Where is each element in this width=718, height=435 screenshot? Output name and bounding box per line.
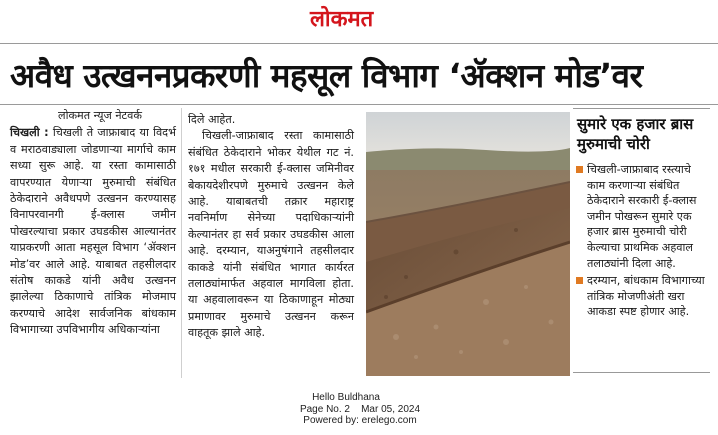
newspaper-logo: लोकमत xyxy=(310,7,374,32)
article-paragraph-2: चिखली-जाफ्राबाद रस्ता कामासाठी संबंधित ठेकेदाराने भोकर येथील गट नं. १७१ मधील सरकारी ई-क्लास जमिनीवर बेकायदेशीरपणे मुरुमाचे उत्खनन केले आहे. याबाबतची तक्रार महाराष्ट्र नवनिर्माण सेनेच्या पदाधिकाऱ्यांनी केल्यानंतर हा सर्व प्रकार उघडकीस आला आहे. दरम्यान, याअनुषंगाने तहसीलदार काकडे यांनी संबंधित भागात कार्यरत तलाठ्यांमार्फत अहवाल मागविला होता. या अहवालावरून या ठिकाणाहून मोठ्या प्रमाणावर मुरुमाचे उत्खनन करून वाहतूक झाले आहे. xyxy=(188,129,354,340)
masthead-divider xyxy=(0,43,718,44)
column-divider xyxy=(181,108,182,378)
article-headline: अवैध उत्खननप्रकरणी महसूल विभाग ‘ॲक्शन मोड’वर xyxy=(10,56,643,95)
article-column-1 xyxy=(10,108,176,339)
lead-text: चिखली ते जाफ्राबाद या विदर्भ व मराठवाड्याला जोडणाऱ्या मार्गाचे काम सध्या सुरू आहे. या रस्ता कामासाठी वापरण्यात येणाऱ्या मुरुमाची संबंधित ठेकेदाराने अवैधपणे उत्खनन करण्यासह विनापरवानगी ई-क्लास जमीन पोखरल्याचा प्रकार उघडकीस आल्यानंतर याप्रकरणी आता महसूल विभाग ‘ॲक्शन मोड’वर आले आहे. याबाबत तहसीलदार संतोष काकडे यांनी अवैध उत्खनन झालेल्या ठिकाणाचे तांत्रिक मोजमाप करण्याचे आदेश सार्वजनिक बांधकाम विभागाच्या उपविभागीय अधिकाऱ्यांना xyxy=(10,126,176,337)
footer-page-date: Page No. 2 Mar 05, 2024 xyxy=(299,403,421,415)
sidebar-bullet-text: चिखली-जाफ्राबाद रस्त्याचे काम करणाऱ्या संबंधित ठेकेदाराने सरकारी ई-क्लास जमीन पोखरून सुमारे एक हजार ब्रास मुरुमाची चोरी केल्याचा प्राथमिक अहवाल तलाठ्यांनी दिला आहे. xyxy=(587,163,697,270)
footer-powered-by: Powered by: erelego.com xyxy=(303,415,417,426)
page-footer xyxy=(250,392,470,427)
sidebar-title: सुमारे एक हजार ब्रास मुरुमाची चोरी xyxy=(577,115,694,153)
excavation-photo xyxy=(366,112,570,376)
square-bullet-icon xyxy=(576,277,583,284)
masthead xyxy=(0,0,718,40)
article-lead-paragraph xyxy=(10,125,176,338)
sidebar-bullet-item xyxy=(576,273,710,320)
dateline: चिखली : xyxy=(10,126,49,140)
article-column-2 xyxy=(188,112,354,342)
sidebar-bullet-text: दरम्यान, बांधकाम विभागाच्या तांत्रिक मोजणीअंती खरा आकडा स्पष्ट होणार आहे. xyxy=(587,274,705,319)
square-bullet-icon xyxy=(576,166,583,173)
sidebar-bottom-divider xyxy=(573,372,710,373)
headline-divider xyxy=(0,104,718,105)
sidebar-bullet-item xyxy=(576,162,710,271)
byline: लोकमत न्यूज नेटवर्क xyxy=(57,109,142,122)
sidebar-bullet-list xyxy=(576,162,710,322)
sidebar-top-divider xyxy=(573,108,710,109)
footer-edition: Hello Buldhana xyxy=(312,392,380,403)
article-paragraph-continuation: दिले आहेत. xyxy=(188,113,236,126)
